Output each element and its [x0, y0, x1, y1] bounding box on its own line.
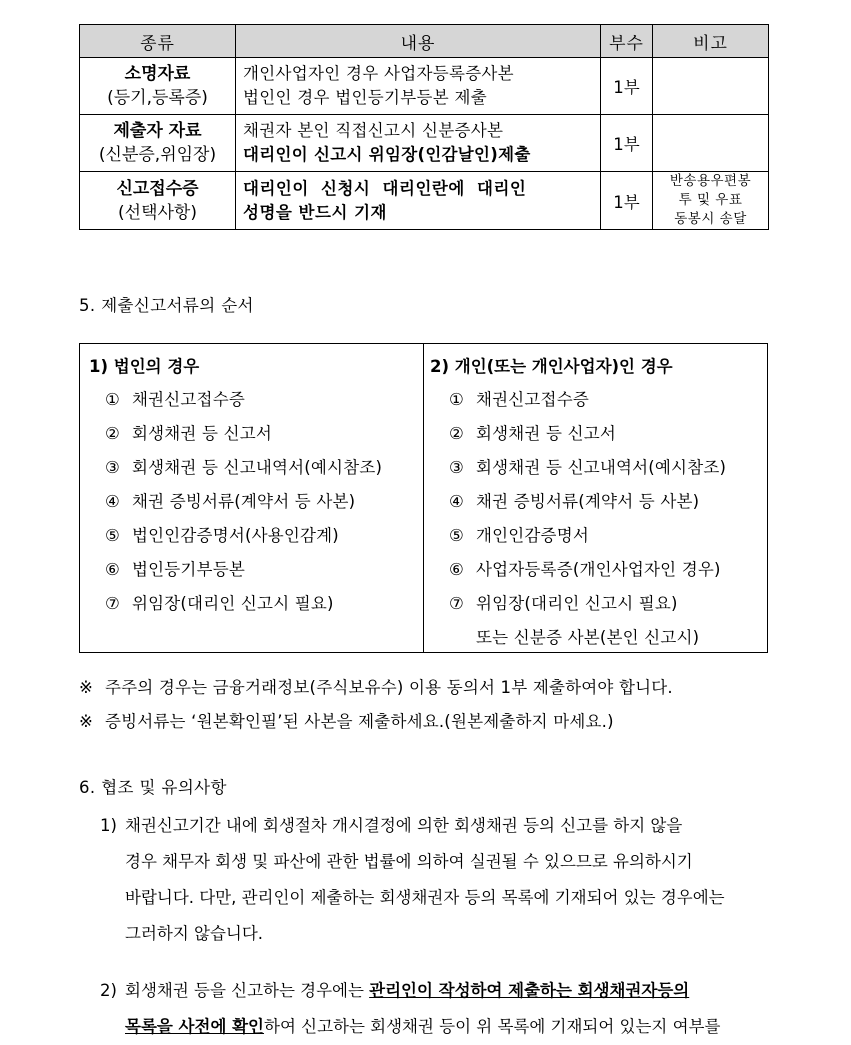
item-text: 개인인감증명서 — [476, 526, 589, 545]
item-text: 회생채권 등 신고내역서(예시참조) — [132, 458, 383, 477]
item-text: 법인등기부등본 — [132, 560, 245, 579]
plain-text: 하여 신고하는 회생채권 등이 위 목록에 기재되어 있는지 여부를 — [264, 1017, 721, 1036]
paragraph-line — [100, 973, 775, 1009]
copies-cell: 1부 — [601, 115, 653, 172]
list-item — [105, 556, 382, 590]
list-item — [105, 386, 382, 420]
item-text: 채권신고접수증 — [132, 390, 245, 409]
individual-list — [449, 386, 726, 658]
content-line: 개인사업자인 경우 사업자등록증사본 — [243, 64, 514, 83]
emphasis-text: 관리인이 작성하여 제출하는 회생채권자등의 — [369, 981, 690, 1000]
list-item — [105, 488, 382, 522]
list-item — [449, 420, 726, 454]
list-item — [449, 556, 726, 590]
corporation-title: 1) 법인의 경우 — [89, 357, 200, 376]
copies-cell: 1부 — [601, 58, 653, 115]
remark-mark: ※ — [79, 678, 94, 697]
item-number: ⑦ — [449, 594, 464, 613]
remark — [79, 674, 673, 698]
kind-main: 신고접수증 — [116, 178, 199, 199]
corporation-list — [105, 386, 382, 624]
item-text: 위임장(대리인 신고시 필요) — [476, 594, 678, 613]
kind-sub: (등기,등록증) — [107, 88, 208, 108]
document-type-table — [79, 24, 769, 230]
corporation-column — [80, 344, 423, 652]
item-text: 채권신고접수증 — [476, 390, 589, 409]
item-number: ④ — [449, 492, 464, 511]
content-line: 성명을 반드시 기재 — [243, 202, 388, 222]
paragraph-number: 1) — [100, 816, 117, 835]
remark-text: 증빙서류는 ‘원본확인필’된 사본을 제출하세요.(원본제출하지 마세요.) — [105, 712, 614, 731]
content-line: 대리인이 신고시 위임장(인감날인)제출 — [243, 145, 531, 164]
list-item — [449, 522, 726, 556]
table-header-row — [80, 25, 769, 58]
item-number: ② — [105, 424, 120, 443]
item-number: ⑤ — [449, 526, 464, 545]
note-cell — [653, 115, 769, 172]
item-number: ⑦ — [105, 594, 120, 613]
kind-sub: (선택사항) — [118, 202, 197, 223]
kind-cell — [80, 115, 236, 172]
paragraph-line: 그러하지 않습니다. — [125, 924, 264, 943]
item-number: ⑤ — [105, 526, 120, 545]
note-line: 투 및 우표 — [678, 192, 743, 208]
item-text: 채권 증빙서류(계약서 등 사본) — [476, 492, 700, 511]
section5-title: 5. 제출신고서류의 순서 — [79, 296, 254, 315]
list-item — [105, 590, 382, 624]
content-cell — [236, 172, 601, 230]
table-row — [80, 172, 769, 230]
item-number: ④ — [105, 492, 120, 511]
header-note: 비고 — [653, 25, 769, 58]
note-line: 반송용우편봉 — [669, 173, 752, 189]
item-text: 법인인감증명서(사용인감계) — [132, 526, 339, 545]
list-item — [449, 590, 726, 624]
item-text: 회생채권 등 신고내역서(예시참조) — [476, 458, 727, 477]
individual-title: 2) 개인(또는 개인사업자)인 경우 — [430, 357, 673, 376]
remark-mark: ※ — [79, 712, 94, 731]
content-cell — [236, 58, 601, 115]
item-number: ⑥ — [105, 560, 120, 579]
note-line: 동봉시 송달 — [674, 211, 747, 227]
remark-text: 주주의 경우는 금융거래정보(주식보유수) 이용 동의서 1부 제출하여야 합니다. — [105, 678, 673, 697]
item-number: ② — [449, 424, 464, 443]
item-text: 회생채권 등 신고서 — [132, 424, 273, 443]
individual-column — [423, 344, 767, 652]
header-content: 내용 — [236, 25, 601, 58]
list-item — [105, 454, 382, 488]
kind-sub: (신분증,위임장) — [98, 145, 217, 165]
paragraph-line — [100, 1009, 775, 1045]
list-item-continuation — [449, 624, 726, 658]
paragraph-line: 채권신고기간 내에 회생절차 개시결정에 의한 회생채권 등의 신고를 하지 않을 — [125, 816, 683, 835]
content-line: 채권자 본인 직접신고시 신분증사본 — [243, 121, 504, 140]
paragraph-number: 2) — [100, 981, 117, 1000]
copies-cell: 1부 — [601, 172, 653, 230]
item-number: ③ — [449, 458, 464, 477]
item-text: 또는 신분증 사본(본인 신고시) — [476, 628, 700, 647]
kind-cell — [80, 172, 236, 230]
content-line: 대리인이 신청시 대리인란에 대리인 — [243, 178, 527, 198]
item-text: 회생채권 등 신고서 — [476, 424, 617, 443]
emphasis-text: 목록을 사전에 확인 — [125, 1017, 265, 1036]
remark — [79, 708, 614, 732]
item-number: ① — [449, 390, 464, 409]
item-text: 위임장(대리인 신고시 필요) — [132, 594, 334, 613]
content-line: 법인인 경우 법인등기부등본 제출 — [243, 88, 487, 107]
header-kind: 종류 — [80, 25, 236, 58]
table-row — [80, 115, 769, 172]
kind-main: 제출자 자료 — [113, 121, 202, 141]
kind-main: 소명자료 — [124, 64, 191, 84]
note-cell — [653, 172, 769, 230]
notice-paragraph-2 — [100, 973, 775, 1045]
submission-order-table — [79, 343, 768, 653]
notice-paragraph-1 — [100, 808, 775, 952]
list-item — [105, 522, 382, 556]
list-item — [449, 386, 726, 420]
paragraph-line: 경우 채무자 회생 및 파산에 관한 법률에 의하여 실권될 수 있으므로 유의하시기 — [125, 852, 693, 871]
plain-text: 회생채권 등을 신고하는 경우에는 — [125, 981, 370, 1000]
paragraph-line: 바랍니다. 다만, 관리인이 제출하는 회생채권자 등의 목록에 기재되어 있는 경우에는 — [125, 888, 725, 907]
list-item — [449, 488, 726, 522]
item-number: ① — [105, 390, 120, 409]
content-cell — [236, 115, 601, 172]
note-cell — [653, 58, 769, 115]
item-text: 채권 증빙서류(계약서 등 사본) — [132, 492, 356, 511]
list-item — [105, 420, 382, 454]
header-copies: 부수 — [601, 25, 653, 58]
section6-title: 6. 협조 및 유의사항 — [79, 778, 227, 797]
item-number: ③ — [105, 458, 120, 477]
kind-cell — [80, 58, 236, 115]
item-number: ⑥ — [449, 560, 464, 579]
item-text: 사업자등록증(개인사업자인 경우) — [476, 560, 721, 579]
table-row — [80, 58, 769, 115]
list-item — [449, 454, 726, 488]
